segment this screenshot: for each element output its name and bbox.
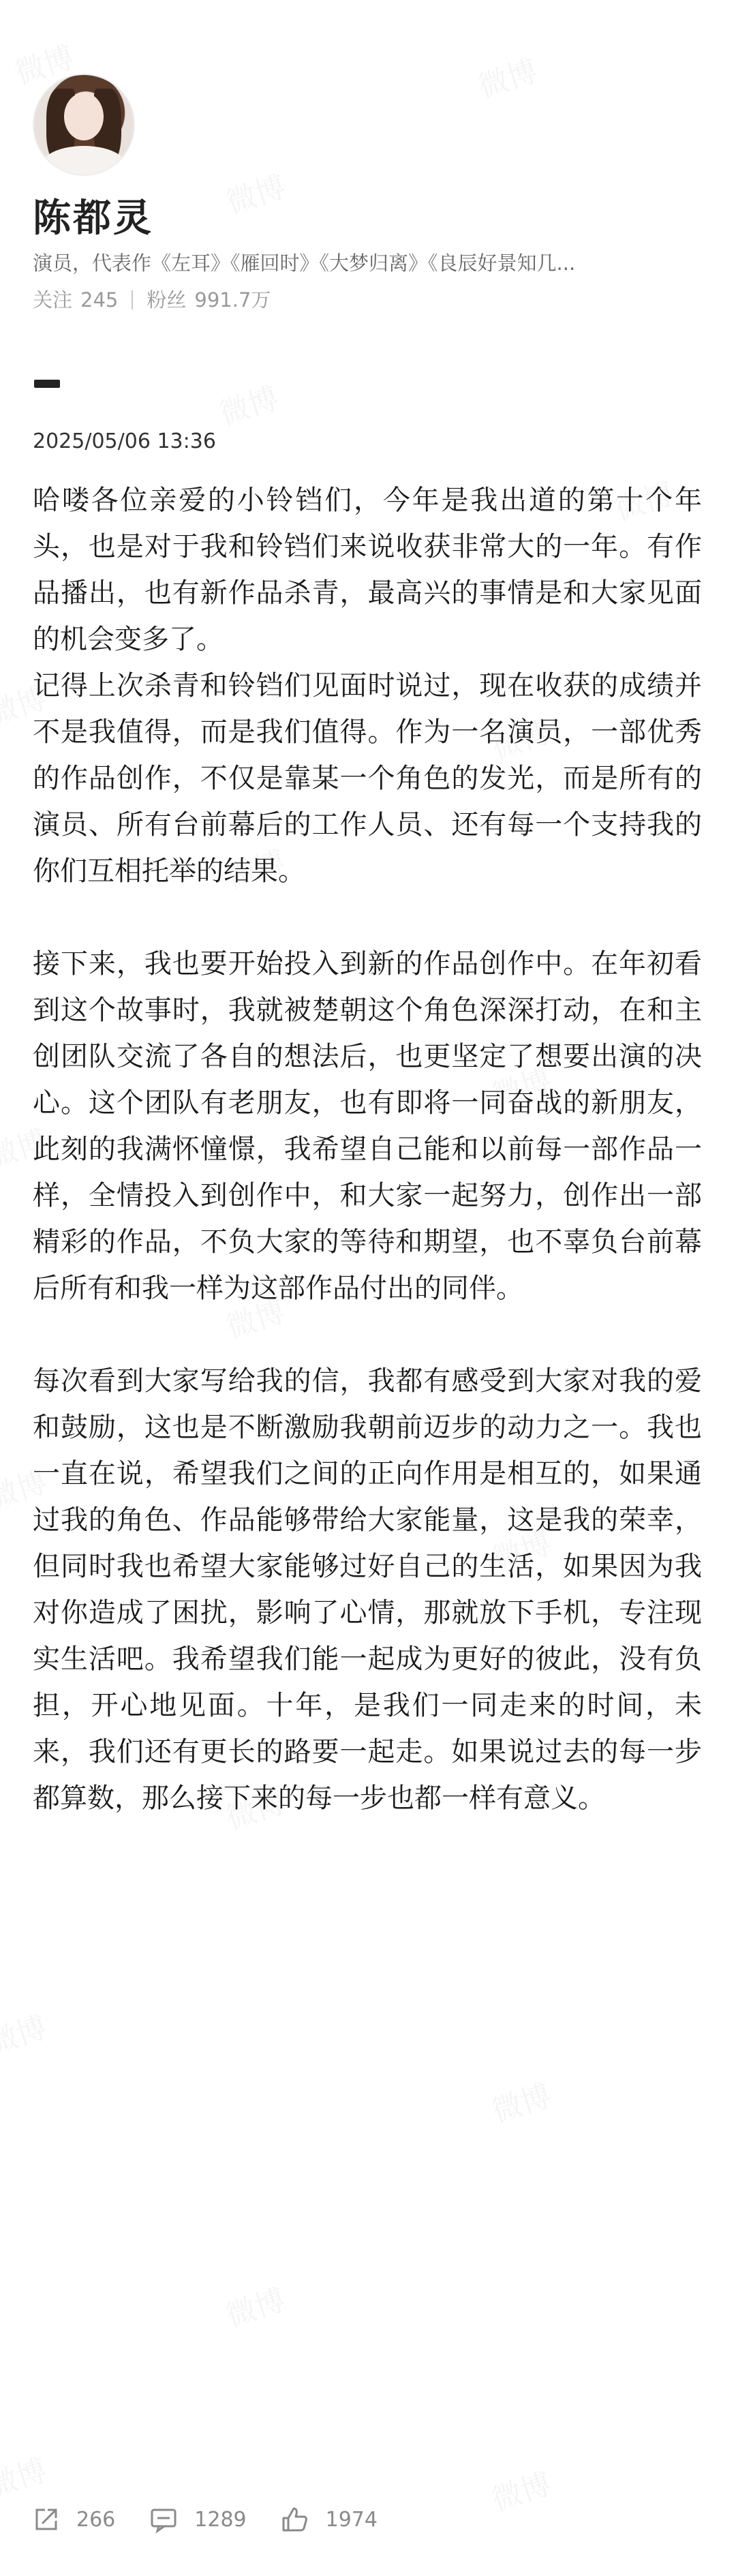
avatar[interactable] [33,74,135,176]
repost-button[interactable] [33,2506,115,2533]
watermark [485,2459,555,2519]
following-count[interactable]: 245 [80,288,119,312]
post-paragraph: 记得上次杀青和铃铛们见面时说过，现在收获的成绩并不是我值得，而是我们值得。作为一名演员，一部优秀的作品创作，不仅是靠某一个角色的发光，而是所有的演员、所有台前幕后的工作人员、还有每一个支持我的你们互相托举的结果。 [33,670,702,887]
comment-button[interactable] [149,2506,246,2533]
post-body [33,477,702,1821]
post-paragraph: 接下来，我也要开始投入到新的作品创作中。在年初看到这个故事时，我就被楚朝这个角色深深打动，在和主创团队交流了各自的想法后，也更坚定了想要出演的决心。这个团队有老朋友，也有即将一同奋战的新朋友，此刻的我满怀憧憬，我希望自己能和以前每一部作品一样，全情投入到创作中，和大家一起努力，创作出一部精彩的作品，不负大家的等待和期望，也不辜负台前幕后所有和我一样为这部作品付出的同伴。 [33,948,702,1304]
post-actions [33,2506,412,2533]
followers-count[interactable]: 991.7万 [194,288,271,312]
watermark [219,2275,290,2335]
post-date: 2025/05/06 13:36 [33,429,216,453]
stats-divider [132,290,133,309]
repost-icon [33,2506,60,2533]
watermark [213,374,283,434]
following-label[interactable]: 关注 [33,288,73,312]
comment-count: 1289 [194,2507,247,2532]
user-stats [33,286,707,314]
user-name[interactable]: 陈都灵 [33,196,153,241]
repost-count: 266 [76,2507,116,2532]
comment-icon [149,2506,178,2533]
profile-header [33,74,707,314]
section-divider [34,380,60,388]
like-count: 1974 [325,2507,378,2532]
watermark [0,2003,52,2063]
watermark [0,2446,52,2506]
like-button[interactable] [281,2506,378,2533]
post-paragraph: 哈喽各位亲爱的小铃铛们，今年是我出道的第十个年头，也是对于我和铃铛们来说收获非常大的一年。有作品播出，也有新作品杀青，最高兴的事情是和大家见面的机会变多了。 [33,485,702,655]
post-paragraph: 每次看到大家写给我的信，我都有感受到大家对我的爱和鼓励，这也是不断激励我朝前迈步的动力之一。我也一直在说，希望我们之间的正向作用是相互的，如果通过我的角色、作品能够带给大家能量，这是我的荣幸，但同时我也希望大家能够过好自己的生活，如果因为我对你造成了困扰，影响了心情，那就放下手机，专注现实生活吧。我希望我们能一起成为更好的彼此，没有负担，开心地见面。十年，是我们一同走来的时间，未来，我们还有更长的路要一起走。如果说过去的每一步都算数，那么接下来的每一步也都一样有意义。 [33,1365,702,1814]
followers-label[interactable]: 粉丝 [147,288,187,312]
user-description: 演员，代表作《左耳》《雁回时》《大梦归离》《良辰好景知几... [33,252,576,275]
like-icon [281,2506,309,2533]
watermark [485,2071,555,2131]
